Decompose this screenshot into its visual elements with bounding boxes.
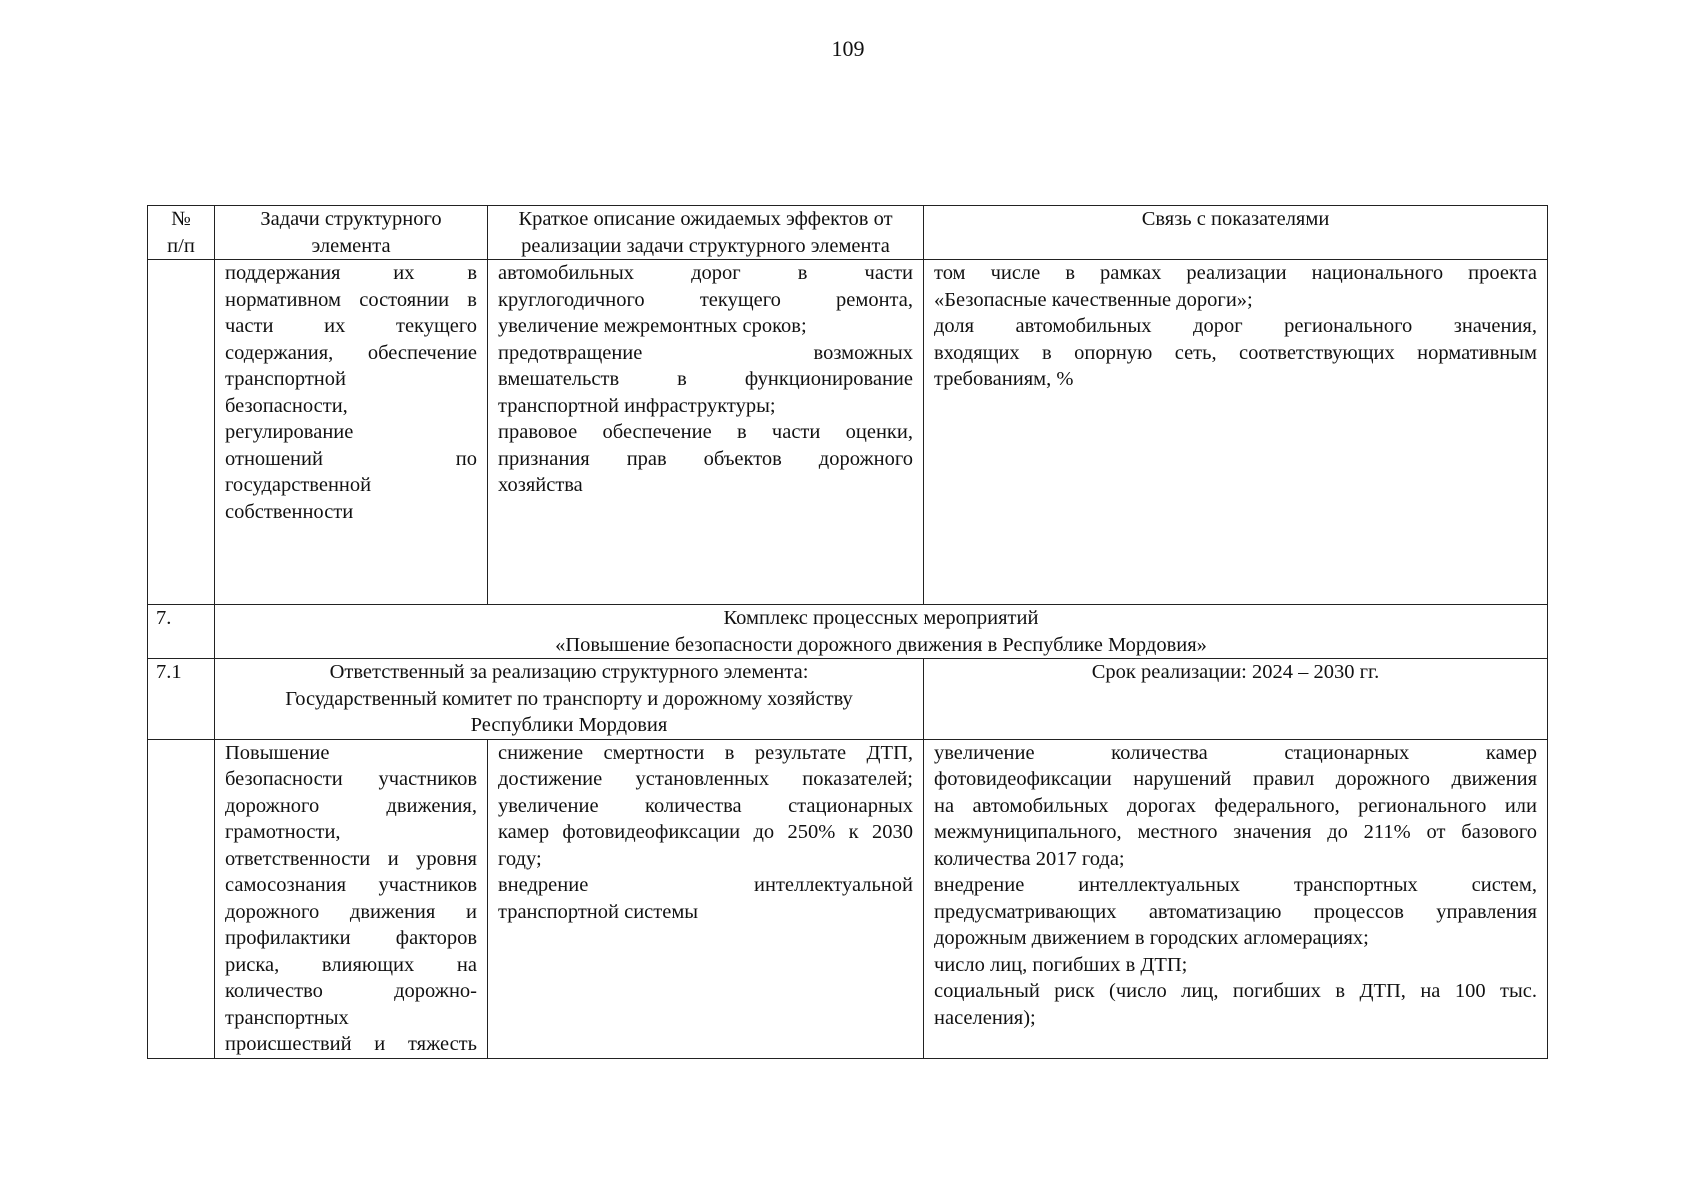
header-num-line2: п/п — [167, 234, 195, 257]
task-line: дорожного движения и — [225, 900, 477, 923]
task-line: ответственности и уровня — [225, 847, 477, 870]
indicator-line: предусматривающих автоматизацию процессов управления — [934, 900, 1537, 923]
task-cell — [215, 739, 488, 1058]
task-num-cell — [148, 739, 215, 1058]
indicator-line: фотовидеофиксации нарушений правил дорожного движения — [934, 768, 1537, 790]
continued-task-line: части их текущего — [225, 315, 477, 337]
continued-effect-line: признания прав объектов дорожного — [498, 447, 913, 470]
continued-effect-line: транспортной инфраструктуры; — [498, 394, 776, 417]
responsible-line1: Ответственный за реализацию структурного элемента: — [329, 661, 809, 683]
continued-indicator-line: требованиям, % — [934, 368, 1074, 390]
indicator-line: дорожным движением в городских агломерациях; — [934, 927, 1369, 949]
header-effects: Краткое описание ожидаемых эффектов от реализации задачи структурного элемента — [488, 206, 924, 260]
continued-task-line: регулирование — [225, 421, 354, 443]
header-row — [148, 206, 1548, 260]
continued-task-line: государственной — [225, 474, 372, 496]
task-line: транспортных — [225, 1006, 349, 1029]
indicator-line: внедрение интеллектуальных транспортных систем, — [934, 874, 1537, 896]
task-line: количество дорожно- — [225, 980, 477, 1002]
section-title-line2: «Повышение безопасности дорожного движения в Республике Мордовия» — [555, 633, 1207, 656]
responsible-line2: Государственный комитет по транспорту и дорожному хозяйству — [285, 687, 853, 710]
header-indicators: Связь с показателями — [924, 206, 1548, 260]
task-line: грамотности, — [225, 821, 341, 843]
indicator-line: количества 2017 года; — [934, 847, 1125, 870]
effect-line: снижение смертности в результате ДТП, — [498, 741, 913, 764]
task-row — [148, 739, 1548, 1058]
responsible-cell — [215, 659, 924, 740]
continued-effect-cell — [488, 260, 924, 605]
task-line: риска, влияющих на — [225, 953, 477, 976]
effect-line: достижение установленных показателей; — [498, 768, 913, 790]
effect-cell — [488, 739, 924, 1058]
header-num-cell — [148, 206, 215, 260]
effect-line: камер фотовидеофиксации до 250% к 2030 — [498, 821, 913, 843]
continued-task-line: безопасности, — [225, 394, 348, 417]
indicator-cell — [924, 739, 1548, 1058]
continued-indicator-line: входящих в опорную сеть, соответствующих нормативным — [934, 341, 1537, 364]
effect-line: транспортной системы — [498, 900, 699, 923]
continued-indicator-line: «Безопасные качественные дороги»; — [934, 288, 1253, 311]
page-number: 109 — [831, 36, 865, 61]
task-line: самосознания участников — [225, 874, 477, 896]
effect-line: увеличение количества стационарных — [498, 794, 913, 817]
continued-effect-line: увеличение межремонтных сроков; — [498, 315, 807, 337]
task-line: профилактики факторов — [225, 927, 477, 949]
continued-row — [148, 260, 1548, 605]
indicator-line: на автомобильных дорогах федерального, регионального или — [934, 794, 1537, 817]
indicator-line: увеличение количества стационарных камер — [934, 741, 1537, 764]
continued-indicator-cell — [924, 260, 1548, 605]
continued-task-cell — [215, 260, 488, 605]
indicator-line: населения); — [934, 1006, 1036, 1029]
continued-effect-line: хозяйства — [498, 474, 583, 496]
continued-effect-line: автомобильных дорог в части — [498, 262, 913, 284]
continued-effect-line: правовое обеспечение в части оценки, — [498, 421, 913, 443]
section-row — [148, 605, 1548, 659]
continued-task-line: нормативном состоянии в — [225, 288, 477, 311]
continued-indicator-line: доля автомобильных дорог регионального значения, — [934, 315, 1537, 337]
continued-task-line: поддержания их в — [225, 262, 477, 284]
indicator-line: число лиц, погибших в ДТП; — [934, 953, 1188, 976]
responsible-line3: Республики Мордовия — [470, 714, 668, 736]
responsible-num-cell: 7.1 — [148, 659, 215, 740]
header-tasks: Задачи структурного элемента — [215, 206, 488, 260]
continued-task-line: содержания, обеспечение — [225, 341, 477, 364]
continued-effect-line: вмешательств в функционирование — [498, 368, 913, 390]
indicator-line: социальный риск (число лиц, погибших в ДТП, на 100 тыс. — [934, 980, 1537, 1002]
continued-indicator-line: том числе в рамках реализации национального проекта — [934, 262, 1537, 284]
responsible-row — [148, 659, 1548, 740]
tasks-table — [147, 205, 1548, 1059]
task-line: Повышение — [225, 741, 330, 764]
term-cell: Срок реализации: 2024 – 2030 гг. — [924, 659, 1548, 740]
continued-num-cell — [148, 260, 215, 605]
indicator-line: межмуниципального, местного значения до 211% от базового — [934, 821, 1537, 843]
effect-line: году; — [498, 847, 542, 870]
section-title-line1: Комплекс процессных мероприятий — [723, 607, 1039, 629]
effect-line: внедрение интеллектуальной — [498, 874, 913, 896]
task-line: происшествий и тяжесть — [225, 1033, 477, 1055]
continued-task-line: транспортной — [225, 368, 346, 390]
task-line: безопасности участников — [225, 768, 477, 790]
header-num-line1: № — [171, 208, 191, 230]
section-num-cell: 7. — [148, 605, 215, 659]
task-line: дорожного движения, — [225, 794, 477, 817]
continued-task-line: собственности — [225, 500, 354, 523]
section-title-cell — [215, 605, 1548, 659]
continued-task-line: отношений по — [225, 447, 477, 470]
continued-effect-line: круглогодичного текущего ремонта, — [498, 288, 913, 311]
continued-effect-line: предотвращение возможных — [498, 341, 913, 364]
